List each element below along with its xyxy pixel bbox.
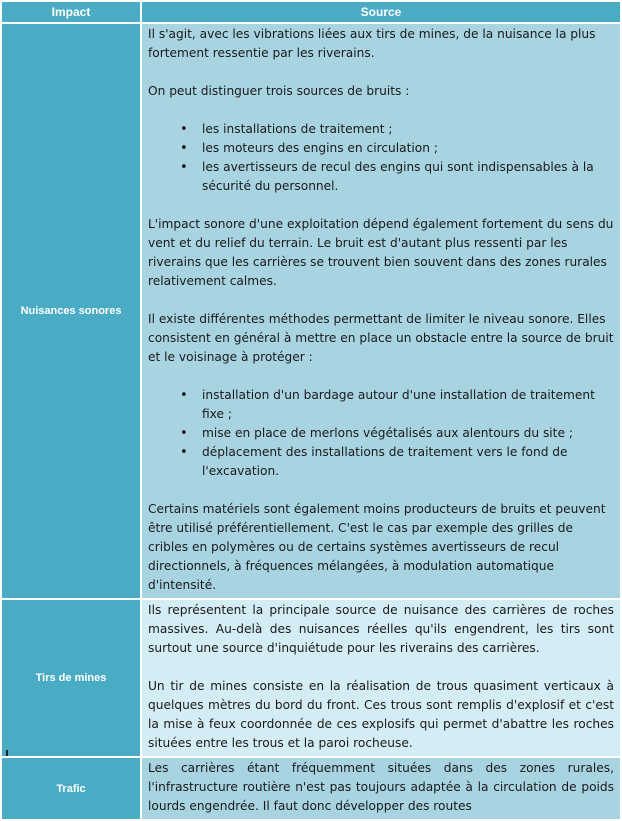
source-cell bbox=[142, 758, 620, 819]
spacer bbox=[148, 367, 614, 386]
spacer bbox=[148, 101, 614, 120]
noise-sources-list bbox=[148, 120, 614, 196]
paragraph: Il existe différentes méthodes permettant de limiter le niveau sonore. Elles consistent en général à mettre en place un obstacle entre la source de bruit et le voisinage à protéger : bbox=[148, 312, 614, 364]
paragraph: L'impact sonore d'une exploitation dépend également fortement du sens du vent et du relief du terrain. Le bruit est d'autant plus ressenti par les riverains que les carrières se trouvent bien souvent dans des zones rurales relativement calmes. bbox=[148, 217, 614, 288]
list-item: • les avertisseurs de recul des engins qui sont indispensables à la sécurité du personnel. bbox=[180, 158, 614, 196]
spacer bbox=[148, 291, 614, 310]
table-row-tirs-de-mines bbox=[2, 600, 620, 756]
header-row bbox=[2, 2, 620, 22]
paragraph: On peut distinguer trois sources de bruits : bbox=[148, 84, 410, 98]
spacer bbox=[148, 658, 614, 677]
table-row-nuisances-sonores bbox=[2, 24, 620, 598]
list-item: • les moteurs des engins en circulation ; bbox=[180, 139, 614, 158]
spacer bbox=[148, 481, 614, 500]
paragraph: Certains matériels sont également moins producteurs de bruits et peuvent être utilisé préférentiellement. C'est le cas par exemple des grilles de cribles en polymères ou de certains systèmes avertisseurs de recul directionnels, à fréquences mélangées, à modulation automatique d'intensité. bbox=[148, 502, 606, 592]
list-item: • les installations de traitement ; bbox=[180, 120, 614, 139]
spacer bbox=[148, 63, 614, 82]
source-cell bbox=[142, 24, 620, 598]
source-cell bbox=[142, 600, 620, 756]
paragraph: Ils représentent la principale source de nuisance des carrières de roches massives. Au-delà des nuisances réelles qu'ils engendrent, les tirs sont surtout une source d'inquiétude pour les riverains des carrières. bbox=[148, 603, 614, 655]
impact-cell: Nuisances sonores bbox=[2, 24, 140, 598]
impact-column-header: Impact bbox=[2, 2, 140, 22]
list-item: • mise en place de merlons végétalisés aux alentours du site ; bbox=[180, 424, 614, 443]
list-item: • installation d'un bardage autour d'une installation de traitement fixe ; bbox=[180, 386, 614, 424]
table-row-trafic bbox=[2, 758, 620, 819]
paragraph: Les carrières étant fréquemment situées dans des zones rurales, l'infrastructure routière n'est pas toujours adaptée à la circulation de poids lourds engendrée. Il faut donc développer des routes bbox=[148, 761, 614, 813]
paragraph: Un tir de mines consiste en la réalisation de trous quasiment verticaux à quelques mètres du bord du front. Ces trous sont remplis d'explosif et c'est la mise à feux coordonnée de ces explosifs qui permet d'abattre les roches situées entre les trous et la paroi rocheuse. bbox=[148, 679, 614, 750]
source-column-header: Source bbox=[142, 2, 620, 22]
spacer bbox=[148, 196, 614, 215]
mitigation-methods-list bbox=[148, 386, 614, 481]
paragraph: Il s'agit, avec les vibrations liées aux tirs de mines, de la nuisance la plus fortement ressentie par les riverains. bbox=[148, 27, 596, 60]
impact-cell: Trafic bbox=[2, 758, 140, 819]
impact-cell: Tirs de mines bbox=[2, 600, 140, 756]
list-item: • déplacement des installations de traitement vers le fond de l'excavation. bbox=[180, 443, 614, 481]
text-cursor-mark bbox=[6, 750, 8, 756]
